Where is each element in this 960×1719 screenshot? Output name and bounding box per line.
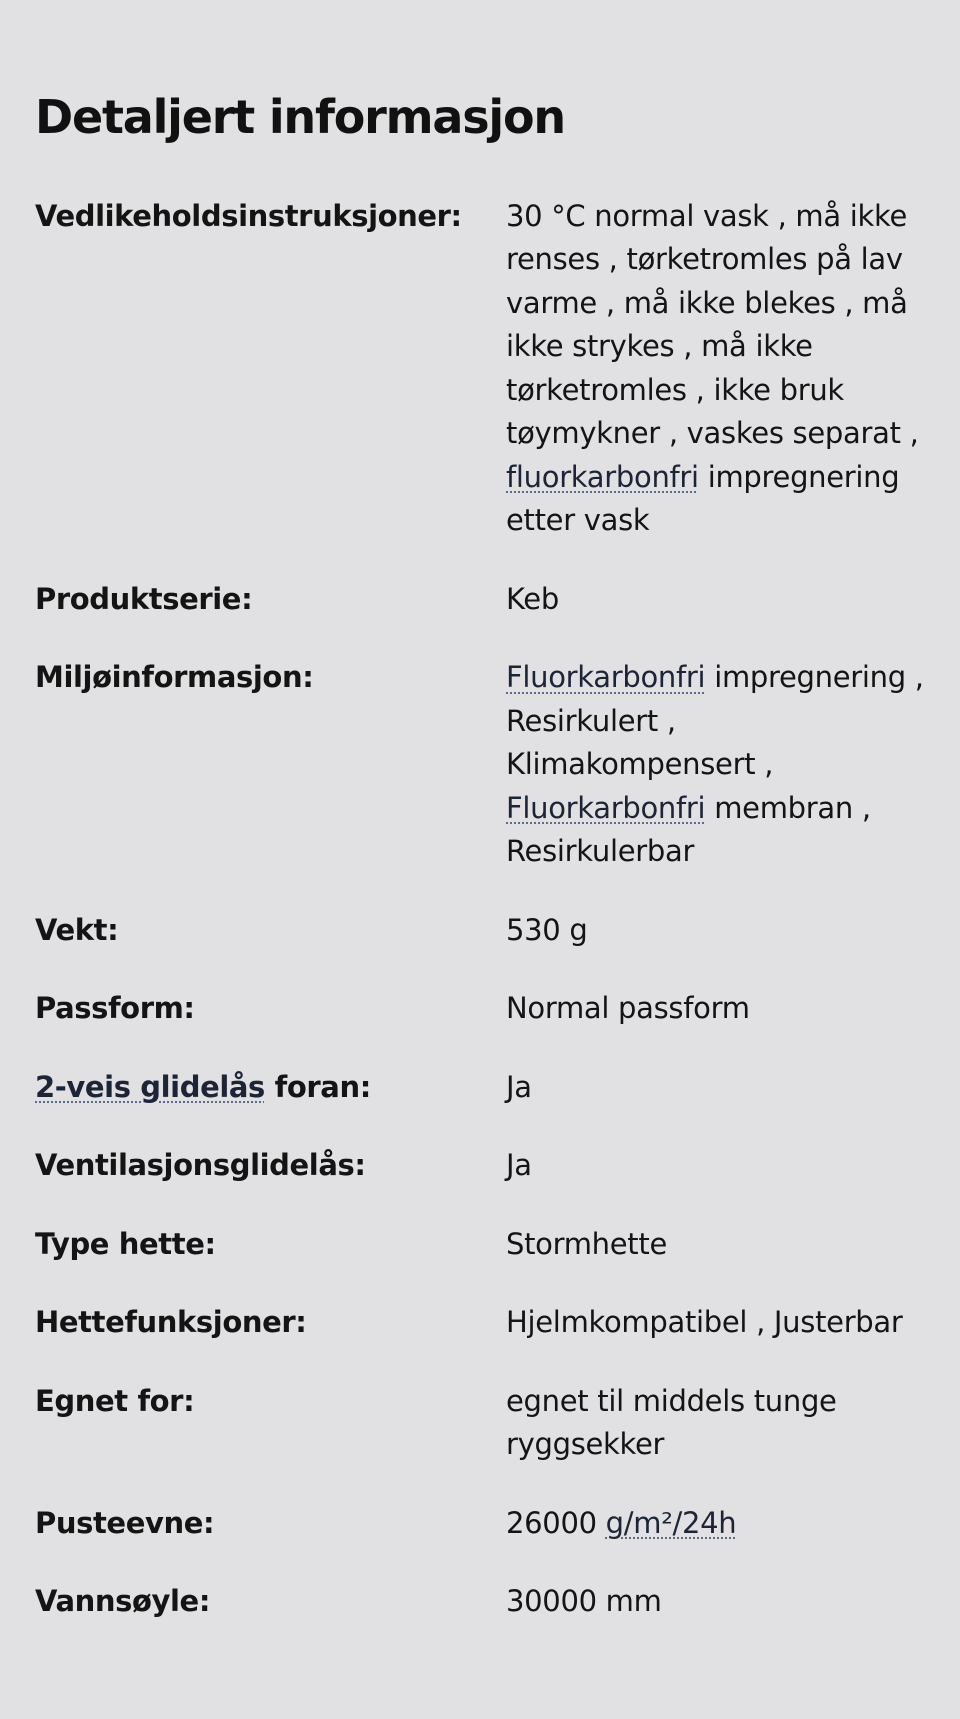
spec-label-environment: Miljøinformasjon: [35,660,314,695]
spec-row-suitable-for [35,1380,926,1467]
spec-label-water-column: Vannsøyle: [35,1584,211,1619]
environment-text-2: membran , Resirkulerbar [506,790,871,869]
spec-row-weight [35,909,926,953]
spec-row-hood-type [35,1223,926,1267]
spec-label-breathability: Pusteevne: [35,1505,215,1540]
spec-row-fit [35,987,926,1031]
spec-label-fit: Passform: [35,991,195,1026]
spec-label-suitable-for: Egnet for: [35,1383,195,1418]
spec-value-environment [506,656,926,874]
spec-value-hood-features: Hjelmkompatibel , Justerbar [506,1305,903,1340]
spec-label-series: Produktserie: [35,581,253,616]
spec-label-vent-zip: Ventilasjonsglidelås: [35,1148,366,1183]
breathability-unit-link[interactable]: g/m²/24h [605,1505,737,1540]
fluorkarbonfri-membrane-link[interactable]: Fluorkarbonfri [506,790,706,825]
spec-label-hood-features: Hettefunksjoner: [35,1305,307,1340]
spec-label-weight: Vekt: [35,912,119,947]
spec-value-weight: 530 g [506,912,588,947]
spec-row-water-column [35,1580,926,1624]
fluorkarbonfri-term-link[interactable]: fluorkarbonfri [506,459,699,494]
spec-value-hood-type: Stormhette [506,1226,667,1261]
spec-label-zip [35,1066,506,1110]
care-text-after: impregnering etter vask [506,459,900,538]
spec-value-vent-zip: Ja [506,1148,532,1183]
spec-row-breathability [35,1502,926,1546]
spec-value-suitable-for: egnet til middels tunge ryggsekker [506,1383,837,1462]
spec-label-hood-type: Type hette: [35,1226,216,1261]
section-heading: Detaljert informasjon [35,90,565,144]
spec-row-environment [35,656,926,874]
spec-row-hood-features [35,1301,926,1345]
spec-value-fit: Normal passform [506,991,750,1026]
fluorkarbonfri-impregnation-link[interactable]: Fluorkarbonfri [506,660,706,695]
breathability-number: 26000 [506,1505,606,1540]
spec-value-zip: Ja [506,1069,532,1104]
care-text-before: 30 °C normal vask , må ikke renses , tørketromles på lav varme , må ikke blekes , må ikke strykes , må ikke tørketromles , ikke bruk tøymykner , vaskes separat , [506,198,919,451]
spec-label-care: Vedlikeholdsinstruksjoner: [35,198,462,233]
spec-value-series: Keb [506,581,559,616]
spec-value-breathability [506,1502,926,1546]
spec-list [35,195,926,1624]
spec-value-water-column: 30000 mm [506,1584,662,1619]
spec-row-vent-zip [35,1144,926,1188]
spec-row-care [35,195,926,543]
spec-row-zip [35,1066,926,1110]
spec-row-series [35,578,926,622]
two-way-zip-term-link[interactable]: 2-veis glidelås [35,1069,265,1104]
zip-label-text: foran: [264,1069,371,1104]
spec-value-care [506,195,926,543]
environment-text-1: impregnering , Resirkulert , Klimakompensert , [506,660,924,782]
